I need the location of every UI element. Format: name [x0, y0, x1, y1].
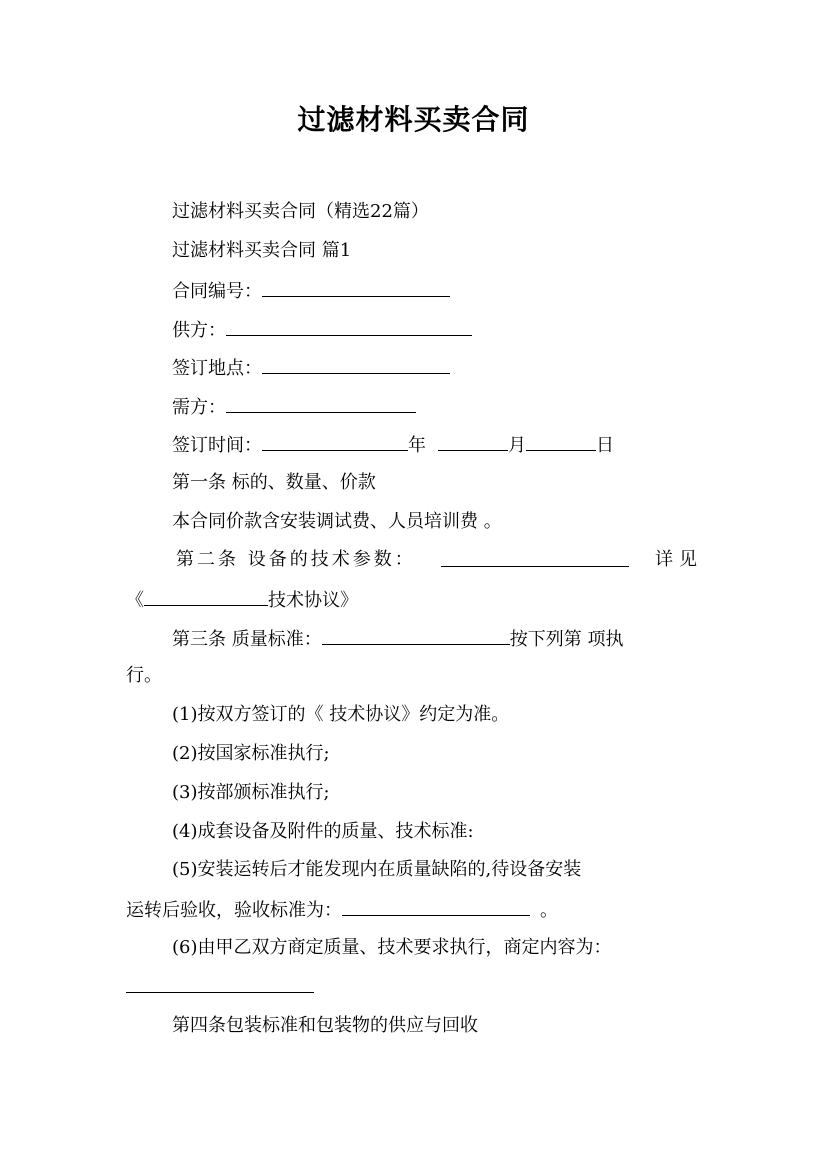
- item5-label: 运转后验收，验收标准为：: [126, 900, 342, 921]
- buyer-line: [172, 394, 416, 420]
- article4-heading: 第四条包装标准和包装物的供应与回收: [172, 1015, 478, 1036]
- item5-end: 。: [540, 900, 558, 921]
- article2-book-close: 技术协议》: [268, 590, 358, 611]
- buyer-label: 需方：: [172, 397, 226, 418]
- article3-item-6-line1: (6)由甲乙双方商定质量、技术要求执行，商定内容为：: [172, 937, 612, 958]
- article2-book-open: 《: [126, 590, 144, 611]
- day-blank: [526, 432, 596, 451]
- article2-blank: [441, 548, 629, 567]
- sign-time-label: 签订时间：: [172, 435, 262, 456]
- article3-item-5-line2: [126, 897, 558, 923]
- article3-line1: [172, 626, 623, 652]
- contract-number-blank: [262, 278, 450, 297]
- article3-item-6-line2: [126, 974, 314, 1000]
- article1-body: 本合同价款含安装调试费、人员培训费 。: [172, 511, 502, 532]
- article3-item-4: (4)成套设备及附件的质量、技术标准:: [172, 821, 474, 842]
- buyer-blank: [226, 394, 416, 413]
- document-title: 过滤材料买卖合同: [297, 103, 530, 136]
- sign-place-label: 签订地点：: [172, 358, 262, 379]
- article2-agreement-blank: [144, 587, 268, 606]
- sign-time-line: [172, 432, 614, 458]
- document-subtitle: 过滤材料买卖合同（精选22篇）: [172, 201, 429, 222]
- article2-line1: [126, 548, 703, 572]
- contract-number-label: 合同编号：: [172, 281, 262, 302]
- year-label: 年: [408, 435, 426, 456]
- sign-place-blank: [262, 355, 450, 374]
- article3-item-2: (2)按国家标准执行;: [172, 743, 330, 764]
- article2-heading: 第二条 设备的技术参数：: [176, 549, 416, 570]
- year-blank: [262, 432, 408, 451]
- item6-blank: [126, 974, 314, 993]
- item5-blank: [342, 897, 530, 916]
- supplier-blank: [226, 317, 472, 336]
- section-heading: 过滤材料买卖合同 篇1: [172, 240, 352, 261]
- day-label: 日: [596, 435, 614, 456]
- article3-item-5-line1: (5)安装运转后才能发现内在质量缺陷的,待设备安装: [172, 859, 582, 880]
- article3-item-1: (1)按双方签订的《 技术协议》约定为准。: [172, 704, 510, 725]
- article3-line2: 行。: [126, 665, 162, 686]
- article3-tail: 按下列第 项执: [509, 629, 624, 650]
- supplier-line: [172, 317, 472, 343]
- contract-number-line: [172, 278, 450, 304]
- month-label: 月: [508, 435, 526, 456]
- article2-see: 详见: [654, 549, 703, 570]
- month-blank: [438, 432, 508, 451]
- sign-place-line: [172, 355, 450, 381]
- article3-heading: 第三条 质量标准：: [172, 629, 322, 650]
- article1-heading: 第一条 标的、数量、价款: [172, 472, 376, 493]
- supplier-label: 供方：: [172, 320, 226, 341]
- article3-item-3: (3)按部颁标准执行;: [172, 782, 330, 803]
- article3-blank: [322, 626, 510, 645]
- article2-line2: [126, 587, 358, 613]
